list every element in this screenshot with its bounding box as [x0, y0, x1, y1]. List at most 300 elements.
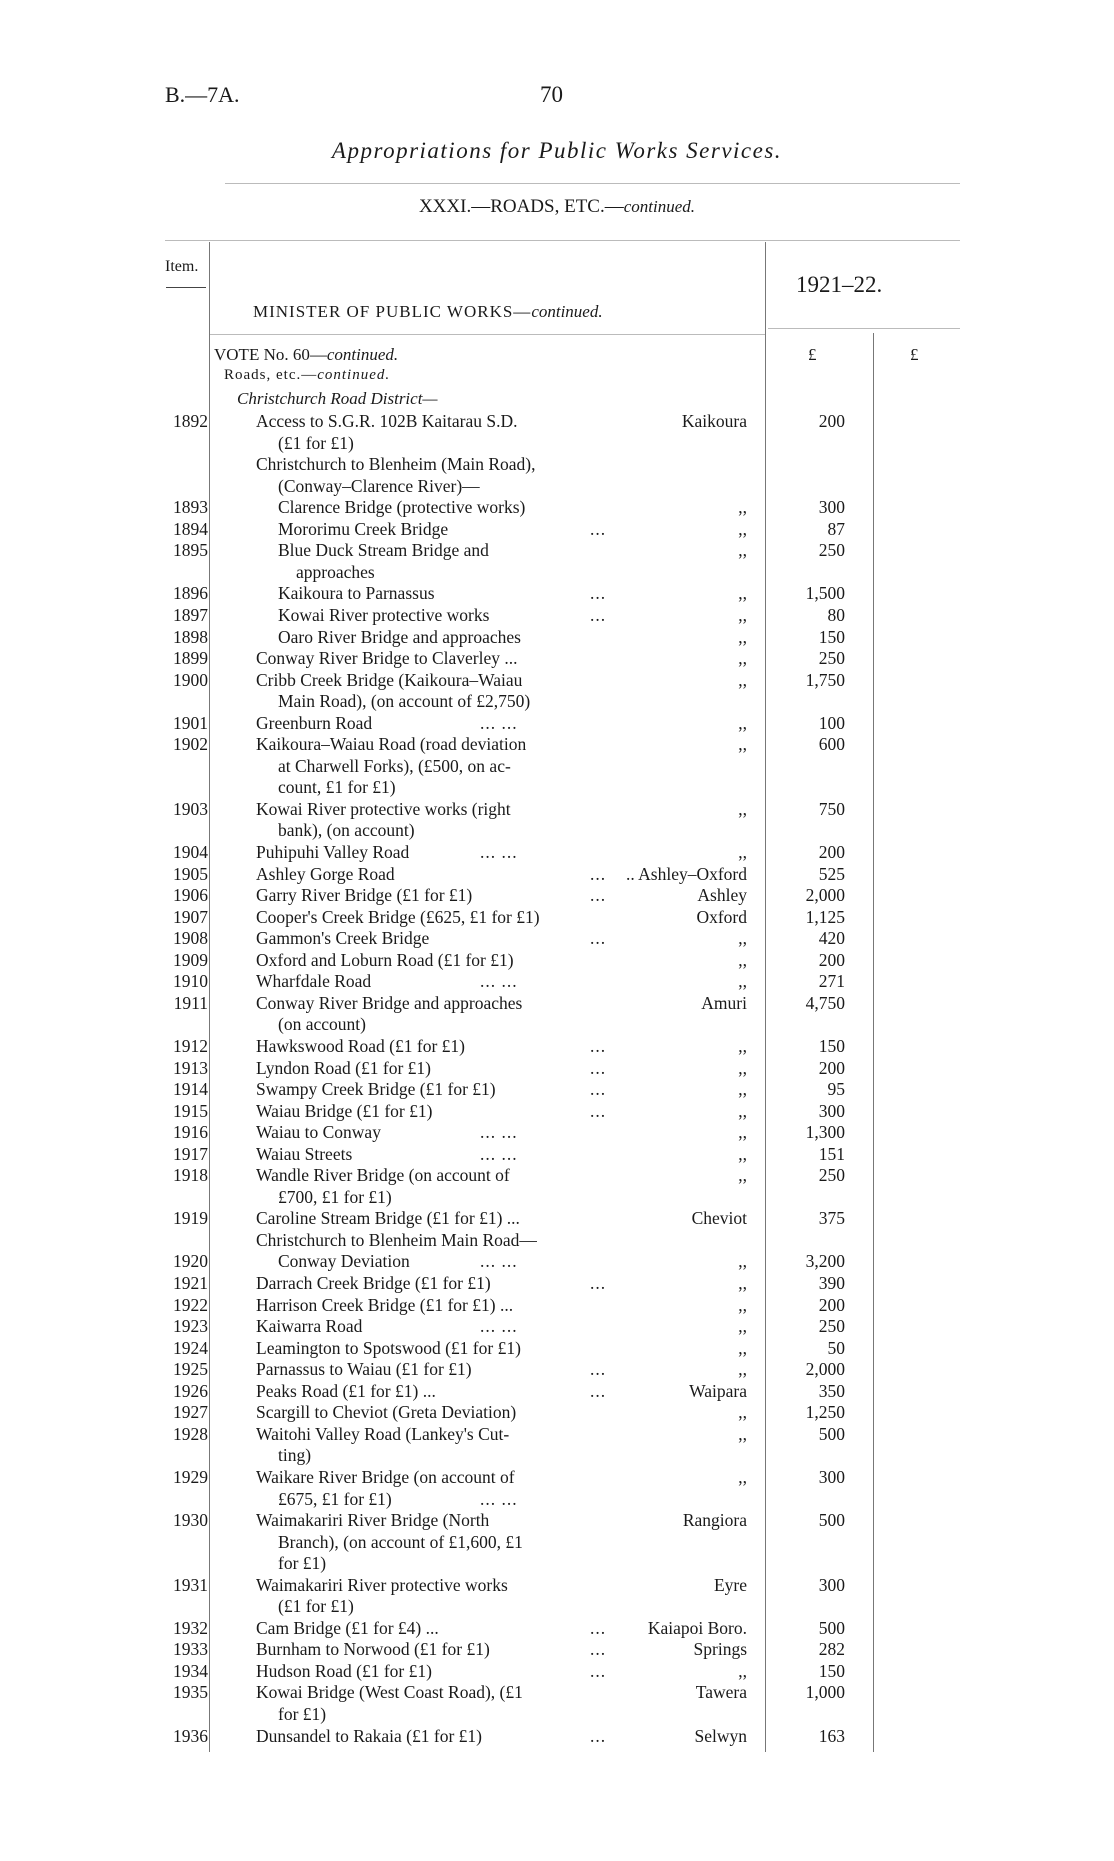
amount-value: 200 [818, 1057, 845, 1078]
page-number: 70 [540, 82, 563, 107]
amount-value: 500 [818, 1510, 845, 1531]
amount-value: 500 [818, 1617, 845, 1638]
item-description: Burnham to Norwood (£1 for £1) [256, 1639, 490, 1660]
item-description: for £1) [278, 1704, 327, 1724]
item-number: 1927 [173, 1402, 208, 1423]
district-name: ,, [738, 1316, 747, 1337]
amount-value: 500 [818, 1423, 845, 1444]
item-number: 1892 [173, 411, 208, 431]
item-number: 1899 [173, 648, 208, 669]
item-number: 1931 [173, 1574, 208, 1595]
item-column-header: Item. [165, 258, 199, 275]
page-title: Appropriations for Public Works Services. [331, 138, 783, 163]
item-description: Mororimu Creek Bridge [278, 518, 449, 539]
table-row [0, 1424, 1114, 1445]
table-row [0, 928, 1114, 949]
district-name: Selwyn [694, 1725, 747, 1746]
leader-dots: ... [590, 604, 607, 625]
table-row [0, 1187, 1114, 1208]
item-description: Hawkswood Road (£1 for £1) [256, 1035, 465, 1056]
pound-column-1: £ [808, 345, 817, 364]
district-name: Springs [693, 1639, 747, 1660]
amount-value: 50 [827, 1337, 845, 1358]
district-heading: Christchurch Road District— [237, 389, 438, 408]
district-name: ,, [738, 1423, 747, 1444]
district-name: ,, [738, 949, 747, 970]
amount-value: 200 [818, 949, 845, 970]
item-number: 1925 [173, 1359, 208, 1380]
amount-value: 250 [818, 1165, 845, 1186]
roads-label: Roads, etc.— [224, 367, 318, 383]
amount-value: 100 [818, 712, 845, 733]
amount-value: 163 [818, 1725, 845, 1746]
item-description: Harrison Creek Bridge (£1 for £1) ... [256, 1294, 514, 1315]
district-name: ,, [738, 1079, 747, 1100]
item-description: (Conway–Clarence River)— [278, 475, 480, 496]
year-header-rule [768, 328, 960, 329]
table-row [0, 1058, 1114, 1079]
leader-dots: ... [590, 885, 607, 906]
item-description: Cribb Creek Bridge (Kaikoura–Waiau [256, 669, 523, 690]
item-number: 1910 [173, 971, 208, 992]
amount-value: 1,000 [805, 1682, 845, 1703]
table-row [0, 627, 1114, 648]
amount-value: 375 [818, 1208, 845, 1229]
item-number: 1922 [173, 1294, 208, 1315]
amount-value: 1,125 [805, 906, 845, 927]
item-description: bank), (on account) [278, 820, 415, 841]
amount-value: 250 [818, 648, 845, 669]
item-number: 1908 [173, 928, 208, 949]
amount-value: 250 [818, 1316, 845, 1337]
district-name: ,, [738, 1035, 747, 1056]
item-number: 1920 [173, 1251, 208, 1272]
leader-dots: ... [590, 928, 607, 949]
leader-dots: ... [590, 1639, 607, 1660]
table-row [0, 820, 1114, 841]
district-name: ,, [738, 1143, 747, 1164]
district-name: ,, [738, 1165, 747, 1186]
item-description: Main Road), (on account of £2,750) [278, 691, 531, 712]
item-description: Peaks Road (£1 for £1) ... [256, 1380, 436, 1401]
table-row [0, 1079, 1114, 1100]
section-heading [0, 196, 1114, 218]
roads-subheading [224, 367, 390, 384]
item-description: (on account) [278, 1014, 366, 1035]
table-row [0, 1295, 1114, 1316]
table-row [0, 993, 1114, 1014]
item-number: 1929 [173, 1466, 208, 1487]
table-row [0, 950, 1114, 971]
item-number: 1897 [173, 604, 208, 625]
table-row [0, 497, 1114, 518]
table-row [0, 842, 1114, 863]
item-number: 1903 [173, 798, 208, 819]
item-number: 1932 [173, 1617, 208, 1638]
table-row [0, 1165, 1114, 1186]
district-name: Oxford [696, 906, 747, 927]
year-column-header: 1921–22. [796, 272, 883, 297]
item-description: Conway River Bridge to Claverley ... [256, 648, 518, 669]
amount-value: 390 [818, 1273, 845, 1293]
table-row [0, 1144, 1114, 1165]
item-description: Waiau to Conway [256, 1122, 381, 1143]
table-row [0, 1208, 1114, 1229]
district-name: Eyre [713, 1574, 747, 1595]
table-row [0, 885, 1114, 906]
table-row [0, 1510, 1114, 1531]
leader-dots: ... [590, 1273, 607, 1293]
item-number: 1926 [173, 1380, 208, 1401]
district-name: ,, [738, 540, 747, 561]
district-name: ,, [738, 1100, 747, 1121]
item-description: Waiau Bridge (£1 for £1) [256, 1100, 433, 1121]
item-description: Puhipuhi Valley Road [256, 842, 410, 862]
table-row [0, 1639, 1114, 1660]
item-description: Greenburn Road [256, 712, 373, 733]
leader-dots: ... ... [480, 1143, 518, 1164]
district-name: Tawera [695, 1682, 747, 1703]
vote-label: VOTE No. 60— [214, 345, 327, 364]
section-continued: continued. [623, 197, 696, 216]
item-number: 1893 [173, 497, 208, 518]
item-number: 1894 [173, 518, 208, 539]
item-description: Wandle River Bridge (on account of [256, 1165, 510, 1186]
table-row [0, 734, 1114, 755]
amount-value: 300 [818, 1574, 845, 1595]
item-number: 1902 [173, 734, 208, 755]
item-description: ting) [278, 1445, 312, 1466]
item-description: Kaikoura to Parnassus [278, 583, 435, 604]
item-description: Dunsandel to Rakaia (£1 for £1) [256, 1725, 482, 1746]
leader-dots: ... [590, 1035, 607, 1056]
item-number: 1915 [173, 1100, 208, 1121]
amount-value: 2,000 [805, 1359, 845, 1380]
leader-dots: ... [590, 1359, 607, 1380]
item-description: Oaro River Bridge and approaches [278, 626, 521, 647]
amount-value: 1,500 [805, 583, 845, 604]
district-name: ,, [738, 497, 747, 518]
item-description: (£1 for £1) [278, 432, 354, 453]
item-number: 1909 [173, 949, 208, 970]
item-description: £700, £1 for £1) [278, 1186, 392, 1207]
item-number: 1905 [173, 863, 208, 884]
item-number: 1930 [173, 1510, 208, 1531]
amount-value: 200 [818, 411, 845, 431]
item-description: Kaiwarra Road [256, 1316, 363, 1337]
roads-continued: continued. [317, 367, 391, 383]
section-label: XXXI.—ROADS, ETC.— [418, 196, 624, 217]
table-row [0, 411, 1114, 432]
amount-value: 271 [818, 971, 845, 992]
table-row [0, 756, 1114, 777]
district-name: ,, [738, 842, 747, 862]
item-description: Parnassus to Waiau (£1 for £1) [256, 1359, 472, 1380]
vote-heading [214, 345, 398, 365]
item-description: Branch), (on account of £1,600, £1 [278, 1531, 523, 1552]
district-name: ,, [738, 1294, 747, 1315]
table-row [0, 1596, 1114, 1617]
item-number: 1921 [173, 1273, 208, 1293]
amount-value: 300 [818, 1466, 845, 1487]
item-number: 1936 [173, 1725, 208, 1746]
item-number: 1933 [173, 1639, 208, 1660]
table-row [0, 1704, 1114, 1725]
item-description: Waitohi Valley Road (Lankey's Cut- [256, 1423, 510, 1444]
amount-value: 2,000 [805, 885, 845, 906]
table-row [0, 562, 1114, 583]
table-row [0, 648, 1114, 669]
vote-continued: continued. [326, 345, 399, 364]
item-description: Christchurch to Blenheim Main Road— [256, 1229, 537, 1250]
leader-dots: ... ... [480, 712, 518, 733]
district-name: ,, [738, 971, 747, 992]
item-description: Scargill to Cheviot (Greta Deviation) [256, 1402, 517, 1423]
table-row [0, 1726, 1114, 1747]
leader-dots: ... [590, 1100, 607, 1121]
amount-value: 1,750 [805, 669, 845, 690]
district-name: Kaikoura [681, 411, 747, 431]
table-row [0, 540, 1114, 561]
item-description: Lyndon Road (£1 for £1) [256, 1057, 431, 1078]
district-name: ,, [738, 1251, 747, 1272]
amount-value: 525 [818, 863, 845, 884]
table-row [0, 1489, 1114, 1510]
table-row [0, 519, 1114, 540]
item-description: Conway River Bridge and approaches [256, 992, 523, 1013]
amount-value: 150 [818, 1035, 845, 1056]
item-description: Leamington to Spotswood (£1 for £1) [256, 1337, 521, 1358]
item-description: Wharfdale Road [256, 971, 372, 992]
item-description: Waikare River Bridge (on account of [256, 1466, 515, 1487]
amount-value: 350 [818, 1380, 845, 1401]
amount-value: 300 [818, 497, 845, 518]
district-name: ,, [738, 1273, 747, 1293]
table-row [0, 605, 1114, 626]
table-row [0, 907, 1114, 928]
amount-value: 300 [818, 1100, 845, 1121]
amount-value: 95 [827, 1079, 845, 1100]
title-rule [225, 183, 960, 184]
amount-value: 4,750 [805, 992, 845, 1013]
item-number: 1914 [173, 1079, 208, 1100]
amount-value: 3,200 [805, 1251, 845, 1272]
table-row [0, 1661, 1114, 1682]
district-name: ,, [738, 1466, 747, 1487]
item-description: approaches [296, 561, 375, 582]
leader-dots: ... [590, 863, 607, 884]
amount-value: 80 [827, 604, 845, 625]
amount-value: 1,300 [805, 1122, 845, 1143]
table-row [0, 864, 1114, 885]
district-name: Waipara [689, 1380, 747, 1401]
item-description: Access to S.G.R. 102B Kaitarau S.D. [256, 411, 518, 431]
item-description: Cam Bridge (£1 for £4) ... [256, 1617, 439, 1638]
leader-dots: ... [590, 583, 607, 604]
item-number: 1896 [173, 583, 208, 604]
table-row [0, 799, 1114, 820]
leader-dots: ... ... [480, 1251, 518, 1272]
item-description: £675, £1 for £1) [278, 1488, 392, 1509]
district-name: ,, [738, 648, 747, 669]
amount-value: 151 [818, 1143, 845, 1164]
district-name: ,, [738, 1122, 747, 1143]
amount-value: 150 [818, 626, 845, 647]
leader-dots: ... ... [480, 842, 518, 862]
table-row [0, 971, 1114, 992]
district-name: Ashley [697, 885, 747, 906]
district-name: ,, [738, 928, 747, 949]
item-number: 1924 [173, 1337, 208, 1358]
item-number: 1900 [173, 669, 208, 690]
amount-value: 200 [818, 1294, 845, 1315]
item-description: Kowai River protective works [278, 604, 490, 625]
minister-label: MINISTER OF PUBLIC WORKS— [253, 302, 532, 321]
district-name: .. Ashley–Oxford [625, 863, 747, 884]
district-name: ,, [738, 734, 747, 755]
item-description: Kaikoura–Waiau Road (road deviation [256, 734, 527, 755]
table-row [0, 1553, 1114, 1574]
item-description: Oxford and Loburn Road (£1 for £1) [256, 949, 514, 970]
table-row [0, 1532, 1114, 1553]
leader-dots: ... [590, 1380, 607, 1401]
table-row [0, 1445, 1114, 1466]
table-top-rule [165, 240, 960, 241]
item-description: Clarence Bridge (protective works) [278, 497, 526, 518]
district-name: ,, [738, 712, 747, 733]
amount-value: 750 [818, 798, 845, 819]
amount-value: 1,250 [805, 1402, 845, 1423]
item-description: Kowai River protective works (right [256, 798, 511, 819]
leader-dots: ... [590, 1057, 607, 1078]
item-description: Waiau Streets [256, 1143, 353, 1164]
item-description: Swampy Creek Bridge (£1 for £1) [256, 1079, 496, 1100]
leader-dots: ... ... [480, 1316, 518, 1337]
district-name: ,, [738, 583, 747, 604]
item-description: count, £1 for £1) [278, 777, 396, 798]
table-row [0, 1122, 1114, 1143]
item-number: 1918 [173, 1165, 208, 1186]
district-name: ,, [738, 1359, 747, 1380]
amount-value: 420 [818, 928, 845, 949]
district-name: ,, [738, 669, 747, 690]
item-number: 1934 [173, 1660, 208, 1681]
item-description: Caroline Stream Bridge (£1 for £1) ... [256, 1208, 520, 1229]
district-name: Kaiapoi Boro. [647, 1617, 747, 1638]
item-number: 1923 [173, 1316, 208, 1337]
amount-value: 87 [827, 518, 845, 539]
table-row [0, 1036, 1114, 1057]
amount-value: 282 [818, 1639, 845, 1660]
leader-dots: ... [590, 518, 607, 539]
district-name: ,, [738, 1057, 747, 1078]
district-name: Amuri [701, 992, 747, 1013]
table-row [0, 1467, 1114, 1488]
table-row [0, 1575, 1114, 1596]
item-number: 1913 [173, 1057, 208, 1078]
table-row [0, 691, 1114, 712]
item-number: 1912 [173, 1035, 208, 1056]
item-description: Waimakariri River protective works [256, 1574, 508, 1595]
district-name: ,, [738, 604, 747, 625]
document-reference: B.—7A. [165, 82, 240, 107]
table-row [0, 1338, 1114, 1359]
item-description: Hudson Road (£1 for £1) [256, 1660, 432, 1681]
table-row [0, 1682, 1114, 1703]
minister-heading [253, 302, 603, 322]
table-row [0, 713, 1114, 734]
item-number: 1904 [173, 842, 208, 862]
minister-rule [210, 334, 765, 335]
district-name: ,, [738, 1660, 747, 1681]
leader-dots: ... [590, 1617, 607, 1638]
table-row [0, 1316, 1114, 1337]
table-row [0, 1014, 1114, 1035]
item-description: Ashley Gorge Road [256, 863, 395, 884]
item-description: at Charwell Forks), (£500, on ac- [278, 755, 511, 776]
district-name: ,, [738, 1337, 747, 1358]
table-row [0, 1359, 1114, 1380]
table-row [0, 1381, 1114, 1402]
leader-dots: ... ... [480, 1122, 518, 1143]
table-row [0, 1273, 1114, 1294]
table-row [0, 1618, 1114, 1639]
item-number: 1911 [173, 992, 208, 1013]
table-row [0, 1230, 1114, 1251]
item-number: 1907 [173, 906, 208, 927]
item-description: Waimakariri River Bridge (North [256, 1510, 490, 1531]
item-number: 1898 [173, 626, 208, 647]
district-name: Cheviot [691, 1208, 747, 1229]
item-number: 1916 [173, 1122, 208, 1143]
item-number: 1895 [173, 540, 208, 561]
item-description: Gammon's Creek Bridge [256, 928, 430, 949]
amount-value: 150 [818, 1660, 845, 1681]
item-number: 1906 [173, 885, 208, 906]
table-row [0, 454, 1114, 475]
leader-dots: ... [590, 1079, 607, 1100]
leader-dots: ... ... [480, 1488, 518, 1509]
item-number: 1935 [173, 1682, 208, 1703]
item-description: Christchurch to Blenheim (Main Road), [256, 454, 536, 475]
minister-continued: continued. [531, 302, 603, 321]
district-name: ,, [738, 518, 747, 539]
item-number: 1919 [173, 1208, 208, 1229]
leader-dots: ... [590, 1725, 607, 1746]
item-number: 1928 [173, 1423, 208, 1444]
district-name: ,, [738, 626, 747, 647]
item-number: 1901 [173, 712, 208, 733]
item-description: Conway Deviation [278, 1251, 410, 1272]
amount-value: 250 [818, 540, 845, 561]
district-name: Rangiora [682, 1510, 747, 1531]
item-description: Garry River Bridge (£1 for £1) [256, 885, 473, 906]
item-number: 1917 [173, 1143, 208, 1164]
item-header-dash [166, 287, 206, 288]
table-row [0, 670, 1114, 691]
leader-dots: ... ... [480, 971, 518, 992]
item-description: (£1 for £1) [278, 1596, 354, 1617]
item-description: Blue Duck Stream Bridge and [278, 540, 489, 561]
table-row [0, 1251, 1114, 1272]
table-row [0, 476, 1114, 497]
table-row [0, 777, 1114, 798]
amount-value: 200 [818, 842, 845, 862]
amount-value: 600 [818, 734, 845, 755]
table-row [0, 583, 1114, 604]
district-name: ,, [738, 798, 747, 819]
pound-column-2: £ [910, 345, 919, 364]
